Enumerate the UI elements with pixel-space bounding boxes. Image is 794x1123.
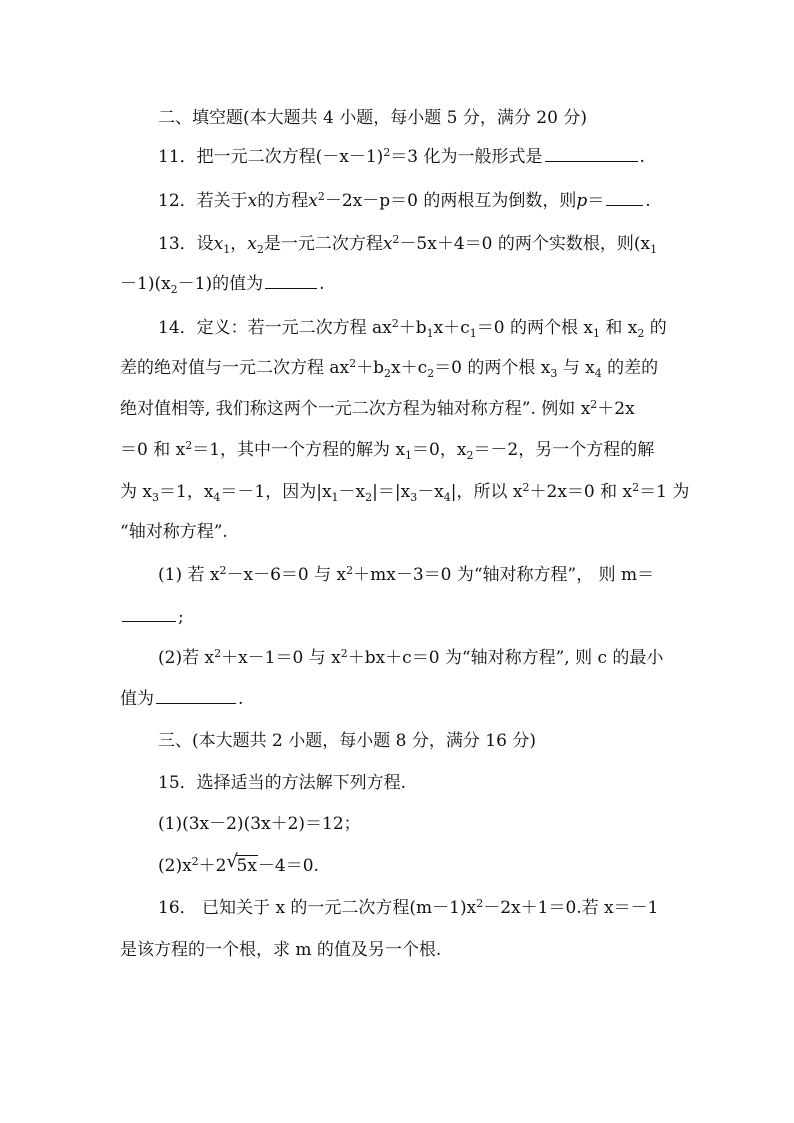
question-14-line5: 为 $x_3=1$，$x_4=-1$，因为$|x_1-x_2|=|x_3-x_4|$，所以 $x^2+2x=0$ 和 $x^2=1$ 为 xyxy=(120,481,690,504)
question-11: 11．把一元二次方程$(-x-1)^2=3$ 化为一般形式是 . xyxy=(0,137,794,177)
question-16-line2: 是该方程的一个根，求 m 的值及另一个根. xyxy=(120,940,442,960)
question-13-line2: $-1)(x_2-1)$的值为 . xyxy=(0,264,794,304)
question-14-part2-answer: 值为 . xyxy=(0,679,794,719)
answer-blank-14-1[interactable] xyxy=(122,599,176,622)
question-15-part2: $(2)x^2+2$ √ 5x－4＝0. xyxy=(0,846,794,886)
question-14-line1: 14．定义：若一元二次方程 $ax^2+b_1x+c_1=0$ 的两个根 $x_1$ 和 $x_2$ 的 xyxy=(158,317,667,340)
question-13-line1: 13．设$x_1$，$x_2$是一元二次方程$x^2-5x+4=0$ 的两个实数根，则($x_1$ xyxy=(158,233,658,256)
answer-blank-12[interactable] xyxy=(606,183,643,206)
section2-heading: 二、填空题(本大题共 4 小题，每小题 5 分，满分 20 分) xyxy=(158,108,587,128)
question-14-line4: ＝0 和 $x^2=1$，其中一个方程的解为 $x_1=0$，$x_2=-2$，另一个方程的解 xyxy=(120,439,655,462)
question-14-part1-answer: ; xyxy=(0,597,794,637)
section3-heading: 三、(本大题共 2 小题，每小题 8 分，满分 16 分) xyxy=(158,731,536,751)
question-15-part1: (1)(3x－2)(3x＋2)＝12； xyxy=(158,814,361,834)
sqrt-symbol: √ 5x xyxy=(227,846,258,886)
question-14-line3: 绝对值相等, 我们称这两个一元二次方程为轴对称方程”. 例如 $x^2+2x$ xyxy=(120,398,635,419)
answer-blank-11[interactable] xyxy=(545,139,638,162)
answer-blank-14-2[interactable] xyxy=(156,681,236,704)
question-14-part2: (2)若 $x^2+x-1=0$ 与 $x^2+bx+c=0$ 为“轴对称方程”, 则 c 的最小 xyxy=(158,647,664,668)
question-14-line2: 差的绝对值与一元二次方程 $ax^2+b_2x+c_2=0$ 的两个根 $x_3$ 与 $x_4$ 的差的 xyxy=(120,357,659,380)
answer-blank-13[interactable] xyxy=(265,266,317,289)
question-15: 15．选择适当的方法解下列方程. xyxy=(158,773,407,793)
question-14-line6: “轴对称方程”. xyxy=(120,522,228,542)
radical-sign-icon: √ xyxy=(226,851,238,872)
question-16-line1: 16． 已知关于 x 的一元二次方程$(m-1)x^2-2x+1=0$.若 x＝－1 xyxy=(158,897,659,918)
question-12: 12．若关于x的方程$x^2-2x-p=0$ 的两根互为倒数，则p＝ . xyxy=(0,181,794,221)
question-14-part1: (1) 若 $x^2-x-6=0$ 与 $x^2+mx-3=0$ 为“轴对称方程”， 则 m＝ xyxy=(158,564,655,585)
